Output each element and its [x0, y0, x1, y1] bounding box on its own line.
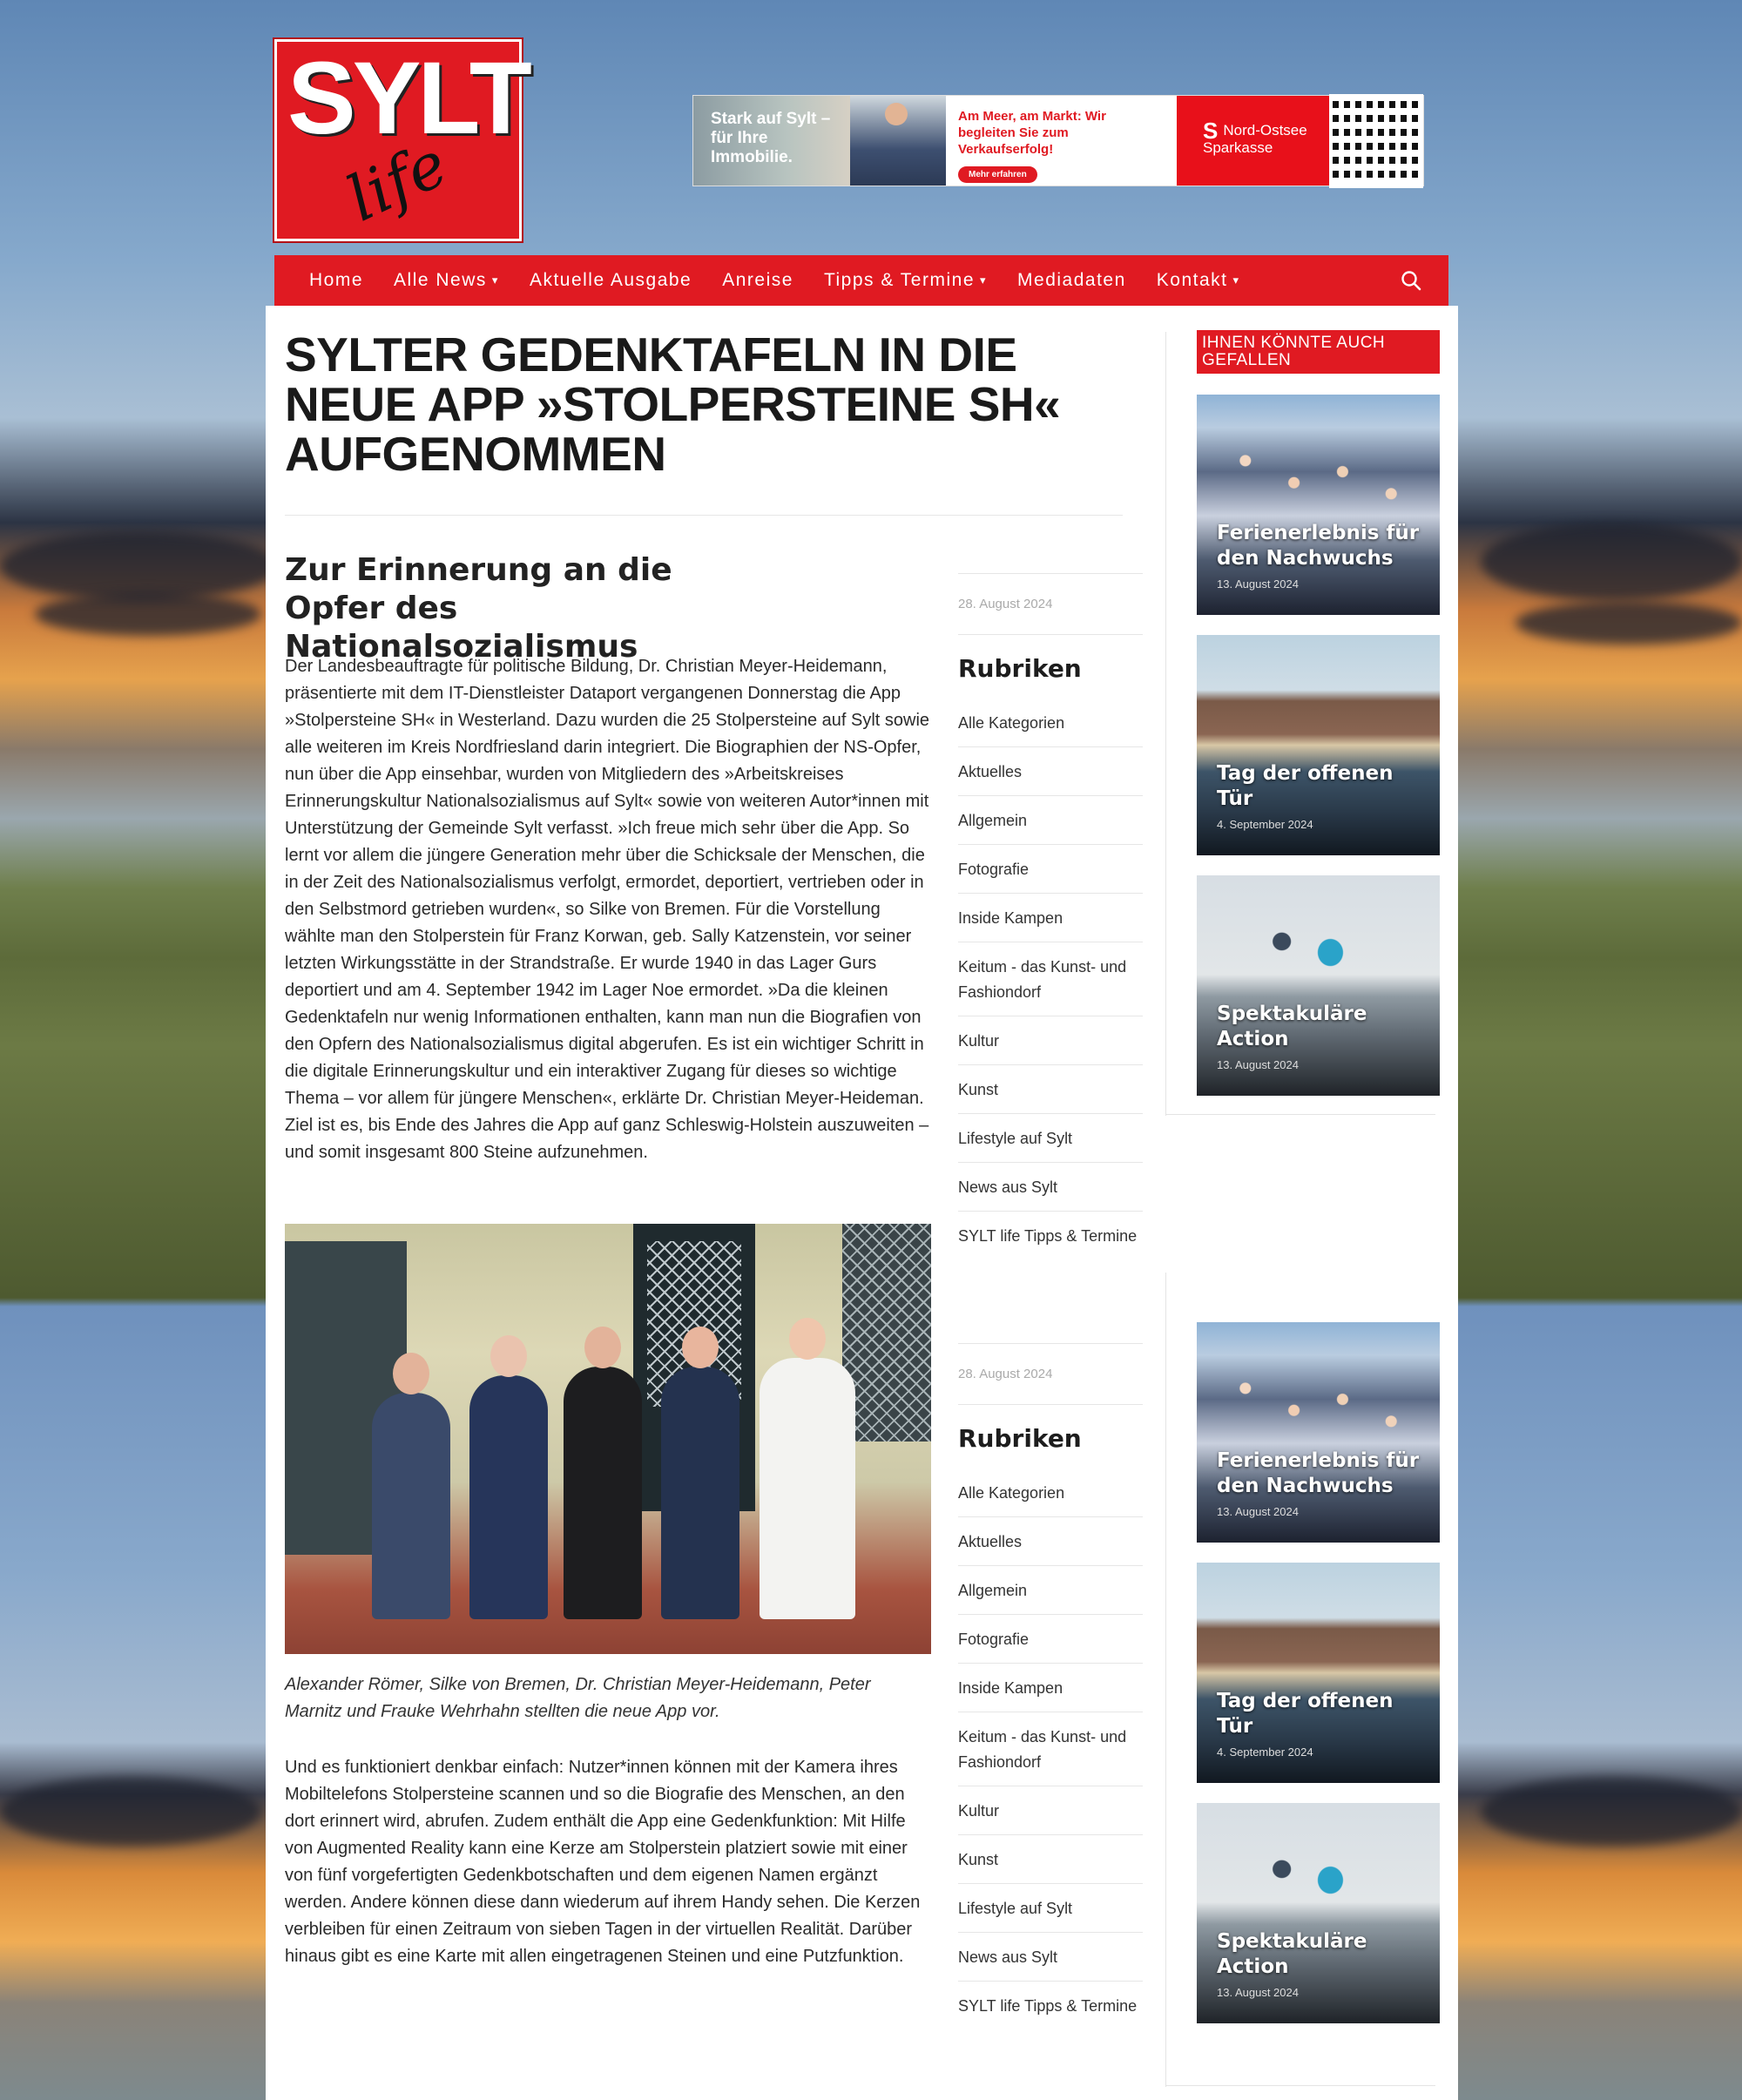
photo-person-head	[584, 1327, 621, 1368]
nav-anreise-label: Anreise	[722, 270, 793, 290]
related-card-title: Tag der offenen Tür	[1217, 762, 1394, 810]
divider	[1165, 2085, 1435, 2086]
category-link[interactable]: SYLT life Tipps & Termine	[958, 1227, 1138, 1245]
category-link[interactable]: Kultur	[958, 1786, 1143, 1835]
ad-headline: Stark auf Sylt – für Ihre Immobilie.	[711, 110, 831, 166]
category-link[interactable]: Allgemein	[958, 796, 1143, 845]
divider	[1165, 1273, 1166, 2087]
meta-sidebar-repeat	[958, 1343, 1143, 2029]
cloud	[1481, 1777, 1742, 1847]
photo-caption: Alexander Römer, Silke von Bremen, Dr. Christian Meyer-Heidemann, Peter Marnitz und Frauke Wehrhahn stellten die neue App vor.	[285, 1675, 871, 1721]
ad-cta-button[interactable]: Mehr erfahren	[958, 166, 1037, 183]
nav-tipps-termine[interactable]	[824, 270, 987, 291]
related-card-title: Tag der offenen Tür	[1217, 1690, 1394, 1738]
article-paragraph-2: Und es funktioniert denkbar einfach: Nutzer*innen können mit der Kamera ihres Mobiltelefons Stolpersteine scannen und so die Biografie des Menschen, an den dort erinnert wird, abrufen. Zudem enthält die App eine Gedenkfunktion: Mit Hilfe von Augmented Reality kann eine Kerze am Stolperstein platziert sowie mit einer von fünf vorgefertigten Gedenkbotschaften und dem eigenen Namen ergänzt werden. Andere können diese dann wiederum auf ihrem Handy sehen. Die Kerzen verbleiben für einen Zeitraum von sieben Tagen in der virtuellen Realität. Darüber hinaus gibt es eine Karte mit allen eingetragenen Steinen und eine Putzfunktion.	[285, 1758, 921, 1966]
photo-person-head	[393, 1353, 429, 1394]
related-card[interactable]	[1197, 395, 1440, 615]
category-link[interactable]: Allgemein	[958, 1566, 1143, 1615]
category-link[interactable]: Aktuelles	[958, 1517, 1143, 1566]
category-link[interactable]: Lifestyle auf Sylt	[958, 1884, 1143, 1933]
category-link[interactable]: Kunst	[958, 1835, 1143, 1884]
article-date: 28. August 2024	[958, 1367, 1053, 1381]
category-link[interactable]: Kultur	[958, 1016, 1143, 1065]
meta-sidebar	[958, 573, 1143, 1259]
related-card[interactable]	[1197, 1322, 1440, 1543]
main-navigation	[274, 255, 1448, 306]
divider	[958, 1404, 1143, 1405]
category-list	[958, 1469, 1143, 2029]
photo-person-head	[490, 1335, 527, 1377]
divider	[958, 634, 1143, 635]
category-link[interactable]: Alle Kategorien	[958, 699, 1143, 747]
ad-brand-name: Nord-Ostsee Sparkasse	[1203, 122, 1307, 156]
photo-person-head	[682, 1327, 719, 1368]
photo-window	[842, 1224, 931, 1442]
related-card-date: 4. September 2024	[1217, 1745, 1313, 1759]
photo-person	[564, 1367, 642, 1619]
sparkasse-icon: S	[1203, 118, 1219, 144]
ad-text-block	[946, 96, 1177, 186]
site-logo[interactable]	[274, 39, 529, 241]
related-card-title: Ferienerlebnis für den Nachwuchs	[1217, 1449, 1420, 1497]
photo-person	[661, 1367, 739, 1619]
related-card-title: Spektakuläre Action	[1217, 1930, 1367, 1978]
photo-person	[469, 1375, 548, 1619]
category-link[interactable]: SYLT life Tipps & Termine	[958, 1997, 1138, 2015]
ad-text: Am Meer, am Markt: Wir begleiten Sie zum Verkaufserfolg!	[958, 109, 1106, 157]
nav-kontakt-label: Kontakt	[1156, 270, 1228, 290]
nav-aktuelle-ausgabe[interactable]	[530, 270, 692, 291]
nav-alle-news-label: Alle News	[394, 270, 487, 290]
category-link[interactable]: Kunst	[958, 1065, 1143, 1114]
related-card[interactable]	[1197, 1563, 1440, 1783]
related-card-date: 13. August 2024	[1217, 577, 1299, 591]
nav-mediadaten-label: Mediadaten	[1017, 270, 1126, 290]
photo-person	[760, 1358, 855, 1619]
nav-home[interactable]	[309, 270, 363, 291]
related-card-date: 13. August 2024	[1217, 1058, 1299, 1071]
nav-kontakt[interactable]	[1157, 270, 1240, 291]
cloud	[1481, 523, 1742, 601]
qr-code-icon	[1329, 94, 1423, 188]
category-list	[958, 699, 1143, 1259]
nav-tipps-termine-label: Tipps & Termine	[823, 270, 975, 290]
category-link[interactable]: Keitum - das Kunst- und Fashiondorf	[958, 942, 1143, 1016]
category-link[interactable]: Fotografie	[958, 845, 1143, 894]
ad-image	[693, 96, 850, 186]
related-card[interactable]	[1197, 1803, 1440, 2023]
category-link[interactable]: Fotografie	[958, 1615, 1143, 1664]
ad-brand	[1177, 96, 1329, 186]
cloud	[0, 1777, 261, 1847]
related-card-date: 4. September 2024	[1217, 818, 1313, 831]
nav-aktuelle-ausgabe-label: Aktuelle Ausgabe	[529, 270, 692, 290]
category-link[interactable]: Inside Kampen	[958, 894, 1143, 942]
category-link[interactable]: News aus Sylt	[958, 1163, 1143, 1212]
related-card-date: 13. August 2024	[1217, 1505, 1299, 1518]
related-card-title: Ferienerlebnis für den Nachwuchs	[1217, 522, 1420, 570]
nav-home-label: Home	[309, 270, 364, 290]
chevron-down-icon: ▾	[1232, 273, 1240, 287]
category-link[interactable]: Keitum - das Kunst- und Fashiondorf	[958, 1712, 1143, 1786]
cloud	[0, 531, 279, 601]
article-paragraph-1: Der Landesbeauftragte für politische Bildung, Dr. Christian Meyer-Heidemann, präsentierte mit dem IT-Dienstleister Dataport vergangenen Donnerstag die App »Stolpersteine SH« in Westerland. Dazu wurden die 25 Stolpersteine auf Sylt sowie alle weiteren im Kreis Nordfriesland darin integriert. Die Biographien der NS-Opfer, nun über die App einsehbar, wurden von Mitgliedern des »Arbeitskreises Erinnerungskultur Nationalsozialismus auf Sylt« sowie von weiteren Autor*innen mit Unterstützung der Gemeinde Sylt verfasst. »Ich freue mich sehr über die App. So lernt vor allem die jüngere Generation mehr über die Schicksale der Menschen, die in der Zeit des Nationalsozialismus verfolgt, ermordet, deportiert, vertrieben oder in den Selbstmord getrieben wurden«, so Silke von Bremen. Für die Vorstellung wählte man den Stolperstein für Franz Korwan, geb. Sally Katzenstein, vor seiner letzten Wirkungsstätte in der Strandstraße. Er wurde 1940 in das Lager Gurs deportiert und am 4. September 1942 im Lager Noe ermordet. »Da die kleinen Gedenktafeln nur wenig Informationen enthalten, kann man nun die Biografien von den Opfern des Nationalsozialismus digital abgerufen. Es ist ein wichtiger Schritt in die digitale Erinnerungskultur und ein interaktiver Zugang für dieses so wichtige Thema – vor allem für jüngere Menschen«, erklärte Dr. Christian Meyer-Heideman. Ziel ist es, bis Ende des Jahres die App auf ganz Schleswig-Holstein auszuweiten – und somit insgesamt 800 Steine aufzunehmen.	[285, 657, 930, 1162]
cloud	[35, 592, 261, 636]
content-panel	[266, 306, 1458, 2100]
ad-person-image	[850, 96, 946, 186]
chevron-down-icon: ▾	[980, 273, 988, 287]
logo-sub-text: life	[335, 126, 458, 236]
categories-heading: Rubriken	[958, 654, 1082, 683]
photo-person	[372, 1393, 450, 1619]
related-card[interactable]	[1197, 635, 1440, 855]
article-subtitle: Zur Erinnerung an die Opfer des Nationalsozialismus	[285, 552, 672, 665]
search-icon[interactable]	[1400, 269, 1422, 292]
article-photo[interactable]	[285, 1224, 931, 1654]
nav-anreise[interactable]	[722, 270, 793, 291]
category-link[interactable]: Lifestyle auf Sylt	[958, 1114, 1143, 1163]
divider	[1165, 332, 1166, 1116]
cloud	[1516, 601, 1742, 645]
related-card-date: 13. August 2024	[1217, 1986, 1299, 1999]
nav-mediadaten[interactable]	[1017, 270, 1126, 291]
ad-banner[interactable]	[692, 95, 1424, 186]
related-card-title: Spektakuläre Action	[1217, 1003, 1367, 1050]
nav-alle-news[interactable]	[394, 270, 499, 291]
categories-heading: Rubriken	[958, 1424, 1082, 1453]
article-date: 28. August 2024	[958, 597, 1053, 611]
photo-person-head	[789, 1318, 826, 1360]
ad-qr-wrapper	[1329, 96, 1423, 186]
logo-main-text: SYLT	[287, 41, 529, 156]
related-card[interactable]	[1197, 875, 1440, 1096]
category-link[interactable]: Aktuelles	[958, 747, 1143, 796]
category-link[interactable]: Alle Kategorien	[958, 1469, 1143, 1517]
category-link[interactable]: Inside Kampen	[958, 1664, 1143, 1712]
article-title: SYLTER GEDENKTAFELN IN DIE NEUE APP »STOLPERSTEINE SH« AUFGENOMMEN	[285, 327, 1061, 481]
chevron-down-icon: ▾	[491, 273, 499, 287]
divider	[285, 515, 1123, 516]
category-link[interactable]: News aus Sylt	[958, 1933, 1143, 1982]
related-heading: IHNEN KÖNNTE AUCH GEFALLEN	[1197, 330, 1440, 374]
divider	[1165, 1114, 1435, 1115]
